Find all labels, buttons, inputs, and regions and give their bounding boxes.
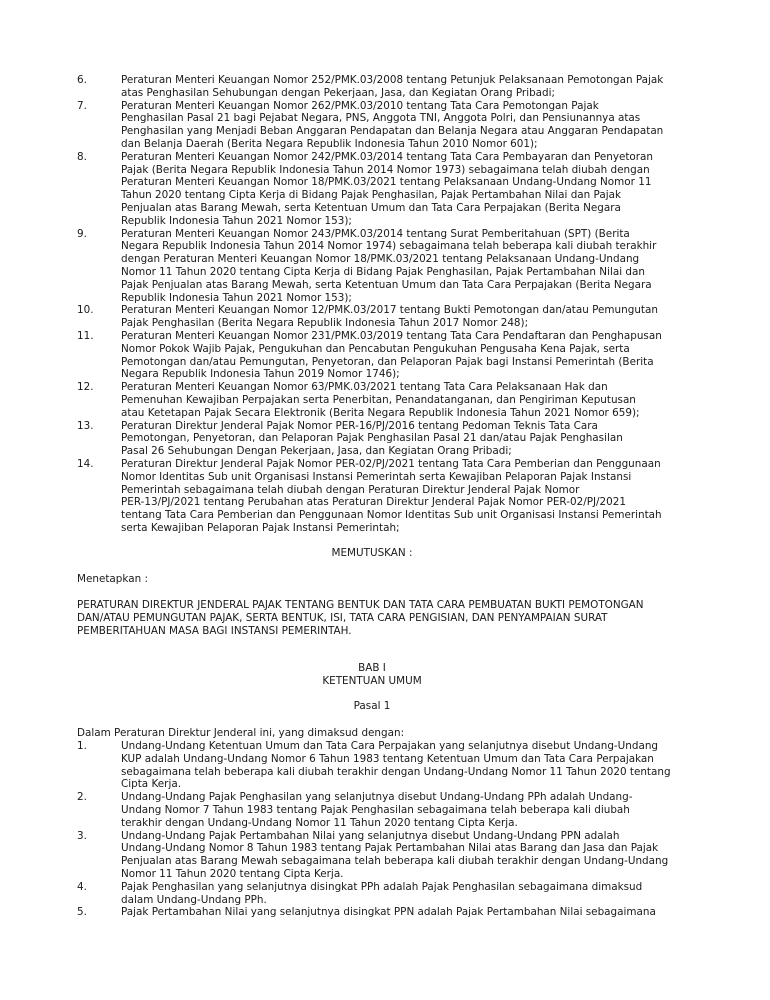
list-item-line: atas Penghasilan Sehubungan dengan Pekerjaan, Jasa, dan Kegiatan Orang Pribadi; <box>121 86 556 99</box>
list-item-line: tentang Tata Cara Pemberian dan Penggunaan Nomor Identitas Sub unit Organisasi Instansi Pemerintah <box>121 509 662 522</box>
list-item-text <box>121 100 697 151</box>
list-item-text <box>121 906 697 919</box>
list-item-line: Penjualan atas Barang Mewah sebagaimana telah beberapa kali diubah terakhir dengan Undang-Undang <box>121 855 669 868</box>
list-item <box>77 228 697 305</box>
list-item-line: Peraturan Menteri Keuangan Nomor 252/PMK.03/2008 tentang Petunjuk Pelaksanaan Pemotongan Pajak <box>121 74 664 86</box>
list-item-text <box>121 420 697 458</box>
list-item <box>77 420 697 458</box>
list-item <box>77 830 697 881</box>
list-item-line: Negara Republik Indonesia Tahun 2019 Nomor 1746); <box>121 368 400 381</box>
list-item-text <box>121 740 697 791</box>
list-item-line: PER-13/PJ/2021 tentang Perubahan atas Peraturan Direktur Jenderal Pajak Nomor PER-02/PJ/2021 <box>121 496 626 509</box>
list-item <box>77 381 697 419</box>
list-item-line: KUP adalah Undang-Undang Nomor 6 Tahun 1983 tentang Ketentuan Umum dan Tata Cara Perpajakan <box>121 752 654 765</box>
regulation-title <box>77 599 644 637</box>
list-item-number: 1. <box>77 740 87 752</box>
definitions-list <box>77 740 697 919</box>
list-item-line: Pajak Pertambahan Nilai yang selanjutnya disingkat PPN adalah Pajak Pertambahan Nilai sebagaimana <box>121 906 656 919</box>
regulation-title-line: PERATURAN DIREKTUR JENDERAL PAJAK TENTANG BENTUK DAN TATA CARA PEMBUATAN BUKTI PEMOTONGAN <box>77 599 644 611</box>
list-item-line: Peraturan Menteri Keuangan Nomor 262/PMK.03/2010 tentang Tata Cara Pemotongan Pajak <box>121 99 599 112</box>
establish-label: Menetapkan : <box>77 573 148 585</box>
list-item-line: Peraturan Direktur Jenderal Pajak Nomor PER-02/PJ/2021 tentang Tata Cara Pemberian dan Penggunaan <box>121 457 661 470</box>
list-item-line: Pemotongan dan/atau Pemungutan, Penyetoran, dan Pelaporan Pajak bagi Instansi Pemerintah (Berita <box>121 355 654 368</box>
list-item <box>77 304 697 330</box>
list-item-line: Peraturan Menteri Keuangan Nomor 12/PMK.03/2017 tentang Bukti Pemotongan dan/atau Pemungutan <box>121 304 658 317</box>
list-item-line: Undang Nomor 7 Tahun 1983 tentang Pajak Penghasilan sebagaimana telah beberapa kali diubah <box>121 803 630 816</box>
list-item-text <box>121 791 697 829</box>
list-item-line: dan Belanja Daerah (Berita Negara Republik Indonesia Tahun 2010 Nomor 601); <box>121 137 538 150</box>
list-item <box>77 791 697 829</box>
list-item-line: Cipta Kerja. <box>121 778 181 791</box>
regulation-title-line: PEMBERITAHUAN MASA BAGI INSTANSI PEMERINTAH. <box>77 624 352 637</box>
list-item-line: sebagaimana telah beberapa kali diubah terakhir dengan Undang-Undang Nomor 11 Tahun 2020 tentang <box>121 765 671 778</box>
list-item-line: Penghasilan Pasal 21 bagi Pejabat Negara, PNS, Anggota TNI, Anggota Polri, dan Pensiunannya atas <box>121 112 641 125</box>
list-item <box>77 74 697 100</box>
list-item-line: Penghasilan yang Menjadi Beban Anggaran Pendapatan dan Belanja Negara atau Anggaran Pendapatan <box>121 125 664 138</box>
regulation-title-line: DAN/ATAU PEMUNGUTAN PAJAK, SERTA BENTUK, ISI, TATA CARA PENGISIAN, DAN PENYAMPAIAN SURAT <box>77 611 608 624</box>
list-item <box>77 151 697 228</box>
list-item-line: Undang-Undang Nomor 8 Tahun 1983 tentang Pajak Pertambahan Nilai atas Barang dan Jasa dan Pajak <box>121 842 659 855</box>
list-item-number: 14. <box>77 457 94 470</box>
list-item-line: Undang-Undang Pajak Pertambahan Nilai yang selanjutnya disebut Undang-Undang PPN adalah <box>121 829 620 842</box>
list-item-number: 3. <box>77 829 87 842</box>
list-item-number: 11. <box>77 329 94 342</box>
list-item-text <box>121 228 697 305</box>
list-item-line: dengan Peraturan Menteri Keuangan Nomor 18/PMK.03/2021 tentang Pelaksanaan Undang-Undang <box>121 253 640 266</box>
list-item-line: Nomor Identitas Sub unit Organisasi Instansi Pemerintah serta Kewajiban Pelaporan Pajak Instansi <box>121 470 632 483</box>
list-item-line: Nomor 11 Tahun 2020 tentang Cipta Kerja. <box>121 867 344 880</box>
list-item-line: Undang-Undang Pajak Penghasilan yang selanjutnya disebut Undang-Undang PPh adalah Undang- <box>121 791 633 804</box>
list-item <box>77 906 697 919</box>
list-item-number: 7. <box>77 99 87 112</box>
decision-heading: MEMUTUSKAN : <box>331 547 413 559</box>
list-item-line: dalam Undang-Undang PPh. <box>121 893 267 906</box>
list-item-line: Pemotongan, Penyetoran, dan Pelaporan Pajak Penghasilan Pasal 21 dan/atau Pajak Penghasilan <box>121 432 623 445</box>
list-item-line: Peraturan Menteri Keuangan Nomor 18/PMK.03/2021 tentang Pelaksanaan Undang-Undang Nomor 11 <box>121 176 652 189</box>
list-item-number: 6. <box>77 74 87 86</box>
list-item-line: Peraturan Menteri Keuangan Nomor 231/PMK.03/2019 tentang Tata Cara Pendaftaran dan Penghapusan <box>121 329 662 342</box>
list-item-text <box>121 830 697 881</box>
definitions-intro: Dalam Peraturan Direktur Jenderal ini, yang dimaksud dengan: <box>77 727 405 739</box>
list-item-text <box>121 304 697 330</box>
list-item-line: Pemerintah sebagaimana telah diubah dengan Peraturan Direktur Jenderal Pajak Nomor <box>121 483 580 496</box>
list-item-line: Republik Indonesia Tahun 2021 Nomor 153); <box>121 291 352 304</box>
list-item-number: 2. <box>77 791 87 804</box>
list-item-number: 8. <box>77 150 87 163</box>
list-item-line: Pajak (Berita Negara Republik Indonesia Tahun 2014 Nomor 1973) sebagaimana telah diubah dengan <box>121 163 650 176</box>
list-item-line: terakhir dengan Undang-Undang Nomor 11 Tahun 2020 tentang Cipta Kerja. <box>121 816 518 829</box>
list-item-line: Negara Republik Indonesia Tahun 2014 Nomor 1974) sebagaimana telah beberapa kali diubah terakhir <box>121 240 657 253</box>
list-item-text <box>121 458 697 535</box>
article-number: Pasal 1 <box>353 700 391 712</box>
list-item-line: Pajak Penjualan atas Barang Mewah, serta Ketentuan Umum dan Tata Cara Perpajakan (Berita Negara <box>121 278 652 291</box>
list-item-text <box>121 151 697 228</box>
considering-list <box>77 74 697 535</box>
list-item-line: Undang-Undang Ketentuan Umum dan Tata Cara Perpajakan yang selanjutnya disebut Undang-Undang <box>121 740 658 752</box>
list-item-number: 10. <box>77 304 94 317</box>
list-item-number: 9. <box>77 227 87 240</box>
list-item-line: Pemenuhan Kewajiban Perpajakan serta Penerbitan, Penandatanganan, dan Pengiriman Keputusan <box>121 393 636 406</box>
list-item-number: 12. <box>77 381 94 394</box>
list-item-line: Nomor 11 Tahun 2020 tentang Cipta Kerja di Bidang Pajak Penghasilan, Pajak Pertambahan Nilai dan <box>121 265 645 278</box>
list-item-line: atau Ketetapan Pajak Secara Elektronik (Berita Negara Republik Indonesia Tahun 2021 Nomor 659); <box>121 406 640 419</box>
list-item-text <box>121 381 697 419</box>
list-item <box>77 740 697 791</box>
list-item-line: Tahun 2020 tentang Cipta Kerja di Bidang Pajak Penghasilan, Pajak Pertambahan Nilai dan Pajak <box>121 189 621 202</box>
chapter-number: BAB I <box>358 662 386 674</box>
list-item-text <box>121 330 697 381</box>
list-item-line: Pajak Penghasilan yang selanjutnya disingkat PPh adalah Pajak Penghasilan sebagaimana dimaksud <box>121 880 643 893</box>
list-item-line: Peraturan Menteri Keuangan Nomor 243/PMK.03/2014 tentang Surat Pemberitahuan (SPT) (Berita <box>121 227 630 240</box>
list-item-line: serta Kewajiban Pelaporan Pajak Instansi Pemerintah; <box>121 521 400 534</box>
list-item-text <box>121 74 697 100</box>
chapter-title: KETENTUAN UMUM <box>322 675 422 687</box>
list-item-line: Peraturan Direktur Jenderal Pajak Nomor PER-16/PJ/2016 tentang Pedoman Teknis Tata Cara <box>121 419 598 432</box>
list-item-number: 13. <box>77 419 94 432</box>
list-item-line: Pajak Penghasilan (Berita Negara Republik Indonesia Tahun 2017 Nomor 248); <box>121 317 529 330</box>
list-item-line: Pasal 26 Sehubungan Dengan Pekerjaan, Jasa, dan Kegiatan Orang Pribadi; <box>121 445 512 458</box>
list-item <box>77 881 697 907</box>
list-item <box>77 458 697 535</box>
list-item-line: Peraturan Menteri Keuangan Nomor 63/PMK.03/2021 tentang Tata Cara Pelaksanaan Hak dan <box>121 381 608 394</box>
list-item <box>77 330 697 381</box>
list-item-text <box>121 881 697 907</box>
list-item-number: 4. <box>77 880 87 893</box>
list-item-number: 5. <box>77 906 87 919</box>
list-item <box>77 100 697 151</box>
list-item-line: Penjualan atas Barang Mewah, serta Ketentuan Umum dan Tata Cara Perpajakan (Berita Negara <box>121 201 621 214</box>
list-item-line: Republik Indonesia Tahun 2021 Nomor 153); <box>121 214 352 227</box>
list-item-line: Nomor Pokok Wajib Pajak, Pengukuhan dan Pencabutan Pengukuhan Pengusaha Kena Pajak, serta <box>121 342 630 355</box>
list-item-line: Peraturan Menteri Keuangan Nomor 242/PMK.03/2014 tentang Tata Cara Pembayaran dan Penyetoran <box>121 150 654 163</box>
